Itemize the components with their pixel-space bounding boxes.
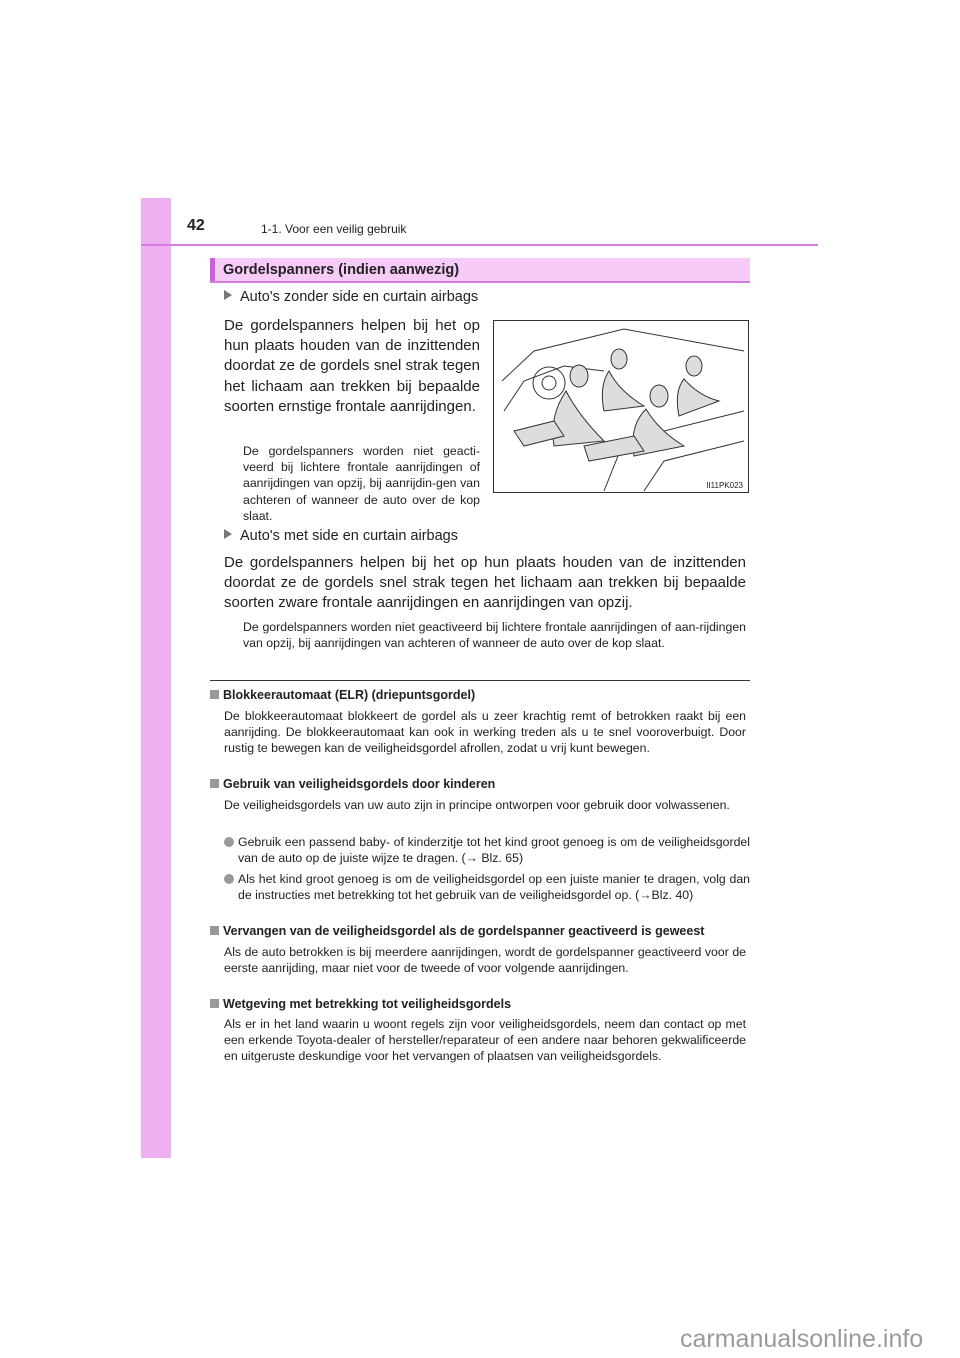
breadcrumb: 1-1. Voor een veilig gebruik bbox=[261, 222, 407, 236]
bullet-text: Als het kind groot genoeg is om de veiligheidsgordel op een juiste manier te dragen, volg dan de instructies met betrekking tot het gebruik van de veiligheidsgordel op. (→Blz. 40) bbox=[238, 872, 750, 903]
square-bullet-icon bbox=[210, 926, 219, 935]
section-accent bbox=[210, 258, 215, 281]
car-interior-drawing bbox=[494, 321, 748, 492]
section-header bbox=[210, 258, 750, 283]
page-number: 42 bbox=[187, 217, 205, 234]
figure-code: II11PK023 bbox=[706, 481, 743, 490]
note-heading bbox=[210, 997, 511, 1011]
header-rule bbox=[141, 244, 818, 246]
note-body: Als er in het land waarin u woont regels zijn voor veiligheidsgordels, neem dan contact op met een erkende Toyota-dealer of hersteller/reparateur of een andere naar behoren gekwalificeerde en uitgeruste deskundige voor het vervangen of plaatsen van veiligheidsgordels. bbox=[224, 1017, 746, 1064]
square-bullet-icon bbox=[210, 690, 219, 699]
subtitle-with-airbags bbox=[224, 528, 458, 544]
watermark: carmanualsonline.info bbox=[680, 1325, 924, 1353]
note-body: De blokkeerautomaat blokkeert de gordel als u zeer krachtig remt of betrokken raakt bij een aanrijding. De blokkeerautomaat kan ook in werking treden als u te snel vooroverbuigt. Door rustig te bewegen kan de veiligheidsgordel afrollen, zodat u vrij kunt bewegen. bbox=[224, 709, 746, 756]
dot-bullet-icon bbox=[224, 874, 234, 884]
note-body: Als de auto betrokken is bij meerdere aanrijdingen, wordt de gordelspanner geactiveerd voor de eerste aanrijding, maar niet voor de tweede of voor volgende aanrijdingen. bbox=[224, 945, 746, 976]
chapter-tab-bar bbox=[141, 198, 171, 1158]
section-title: Gordelspanners (indien aanwezig) bbox=[223, 262, 460, 278]
subtitle-text: Auto's zonder side en curtain airbags bbox=[240, 289, 479, 305]
note-heading bbox=[210, 924, 704, 938]
triangle-icon bbox=[224, 529, 232, 539]
subtitle-without-airbags bbox=[224, 289, 478, 305]
note-heading bbox=[210, 777, 495, 791]
heading-text: Vervangen van de veiligheidsgordel als de gordelspanner geactiveerd is geweest bbox=[223, 924, 705, 938]
bullet-item bbox=[224, 834, 750, 866]
triangle-icon bbox=[224, 290, 232, 300]
heading-text: Blokkeerautomaat (ELR) (driepuntsgordel) bbox=[223, 688, 476, 702]
body-text: De gordelspanners helpen bij het op hun plaats houden van de inzittenden doordat ze de gordels snel strak tegen het lichaam aan trekken bij bepaalde soorten zware frontale aanrijdingen en aanrijdingen van opzij. bbox=[224, 554, 746, 612]
bullet-item bbox=[224, 871, 750, 903]
square-bullet-icon bbox=[210, 779, 219, 788]
note-text: De gordelspanners worden niet geactiveerd bij lichtere frontale aanrijdingen of aan-rijdingen van opzij, bij aanrijdingen van achteren of wanneer de auto over de kop slaat. bbox=[243, 620, 746, 651]
note-text: De gordelspanners worden niet geacti-veerd bij lichtere frontale aanrijdingen of aanrijdingen van opzij, bij aanrijdin-gen van achteren of wanneer de auto over de kop slaat. bbox=[243, 444, 480, 523]
note-heading bbox=[210, 688, 475, 702]
heading-text: Gebruik van veiligheidsgordels door kinderen bbox=[223, 777, 496, 791]
seatbelt-pretensioner-illustration bbox=[493, 320, 749, 493]
note-body: De veiligheidsgordels van uw auto zijn in principe ontworpen voor gebruik door volwassenen. bbox=[224, 798, 730, 812]
body-text: De gordelspanners helpen bij het op hun plaats houden van de inzittenden doordat ze de gordels snel strak tegen het lichaam aan trekken bij bepaalde soorten ernstige frontale aanrijdingen. bbox=[224, 317, 480, 415]
dot-bullet-icon bbox=[224, 837, 234, 847]
bullet-text: Gebruik een passend baby- of kinderzitje tot het kind groot genoeg is om de veiligheidsgordel van de auto op de juiste wijze te dragen. (→ Blz. 65) bbox=[238, 835, 750, 866]
divider bbox=[210, 680, 750, 681]
square-bullet-icon bbox=[210, 999, 219, 1008]
heading-text: Wetgeving met betrekking tot veiligheidsgordels bbox=[223, 997, 512, 1011]
subtitle-text: Auto's met side en curtain airbags bbox=[240, 528, 458, 544]
